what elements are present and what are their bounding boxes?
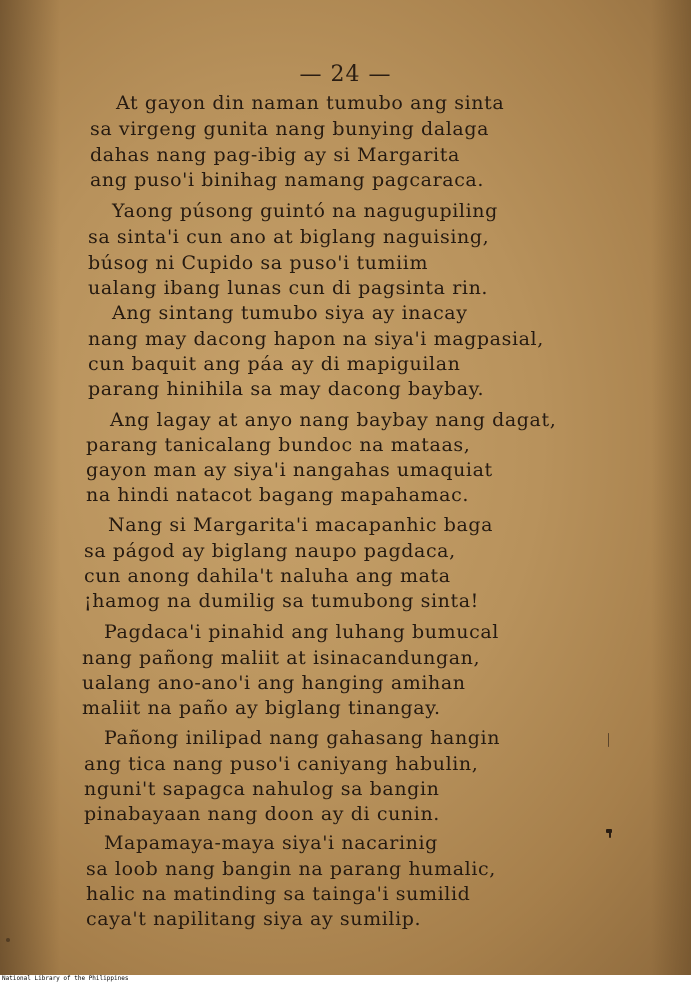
verse-line: gayon man ay siya'i nangahas umaquiat — [86, 459, 493, 481]
page-number: — 24 — — [299, 62, 392, 87]
verse-line: na hindi natacot bagang mapahamac. — [86, 484, 469, 506]
verse-line: nguni't sapagca nahulog sa bangin — [84, 778, 440, 800]
ink-speck — [608, 733, 609, 747]
verse-line: sa págod ay biglang naupo pagdaca, — [84, 540, 456, 562]
verse-line: ¡hamog na dumilig sa tumubong sinta! — [84, 590, 479, 612]
verse-line: ang puso'i binihag namang pagcaraca. — [90, 169, 485, 191]
verse-line: Yaong púsong guintó na nagugupiling — [112, 200, 498, 222]
footer-strip — [0, 975, 691, 983]
verse-line: parang hinihila sa may dacong baybay. — [88, 378, 485, 400]
verse-line: cun anong dahila't naluha ang mata — [84, 565, 451, 587]
verse-line: nang pañong maliit at isinacandungan, — [82, 647, 481, 669]
verse-line: nang may dacong hapon na siya'i magpasial, — [88, 328, 544, 350]
verse-line: Ang lagay at anyo nang baybay nang dagat, — [110, 409, 557, 431]
verse-line: caya't napilitang siya ay sumilip. — [86, 908, 422, 930]
verse-line: Pagdaca'i pinahid ang luhang bumucal — [104, 621, 499, 643]
verse-line: sa loob nang bangin na parang humalic, — [86, 858, 496, 880]
verse-line: parang tanicalang bundoc na mataas, — [86, 434, 471, 456]
verse-line: sa sinta'i cun ano at biglang naguising, — [88, 226, 490, 248]
verse-line: Mapamaya-maya siya'i nacarinig — [104, 832, 438, 854]
verse-line: Ang sintang tumubo siya ay inacay — [112, 302, 468, 324]
verse-line: halic na matinding sa tainga'i sumilid — [86, 883, 471, 905]
library-credit: National Library of the Philippines — [2, 975, 129, 982]
verse-line: ualang ibang lunas cun di pagsinta rin. — [88, 277, 489, 299]
page-shadow-right — [651, 0, 691, 975]
verse-line: sa virgeng gunita nang bunying dalaga — [90, 118, 490, 140]
verse-line: Pañong inilipad nang gahasang hangin — [104, 727, 501, 749]
verse-line: maliit na paño ay biglang tinangay. — [82, 697, 441, 719]
verse-line: ualang ano-ano'i ang hanging amihan — [82, 672, 466, 694]
verse-line: Nang si Margarita'i macapanhic baga — [108, 514, 494, 536]
verse-line: cun baquit ang páa ay di mapiguilan — [88, 353, 461, 375]
ink-speck — [609, 832, 611, 838]
verse-line: dahas nang pag-ibig ay si Margarita — [90, 144, 460, 166]
verse-line: búsog ni Cupido sa puso'i tumiim — [88, 252, 429, 274]
verse-line: pinabayaan nang doon ay di cunin. — [84, 803, 440, 825]
ink-speck — [6, 938, 10, 942]
page-shadow-left — [0, 0, 60, 975]
verse-line: At gayon din naman tumubo ang sinta — [116, 92, 505, 114]
verse-line: ang tica nang puso'i caniyang habulin, — [84, 753, 479, 775]
